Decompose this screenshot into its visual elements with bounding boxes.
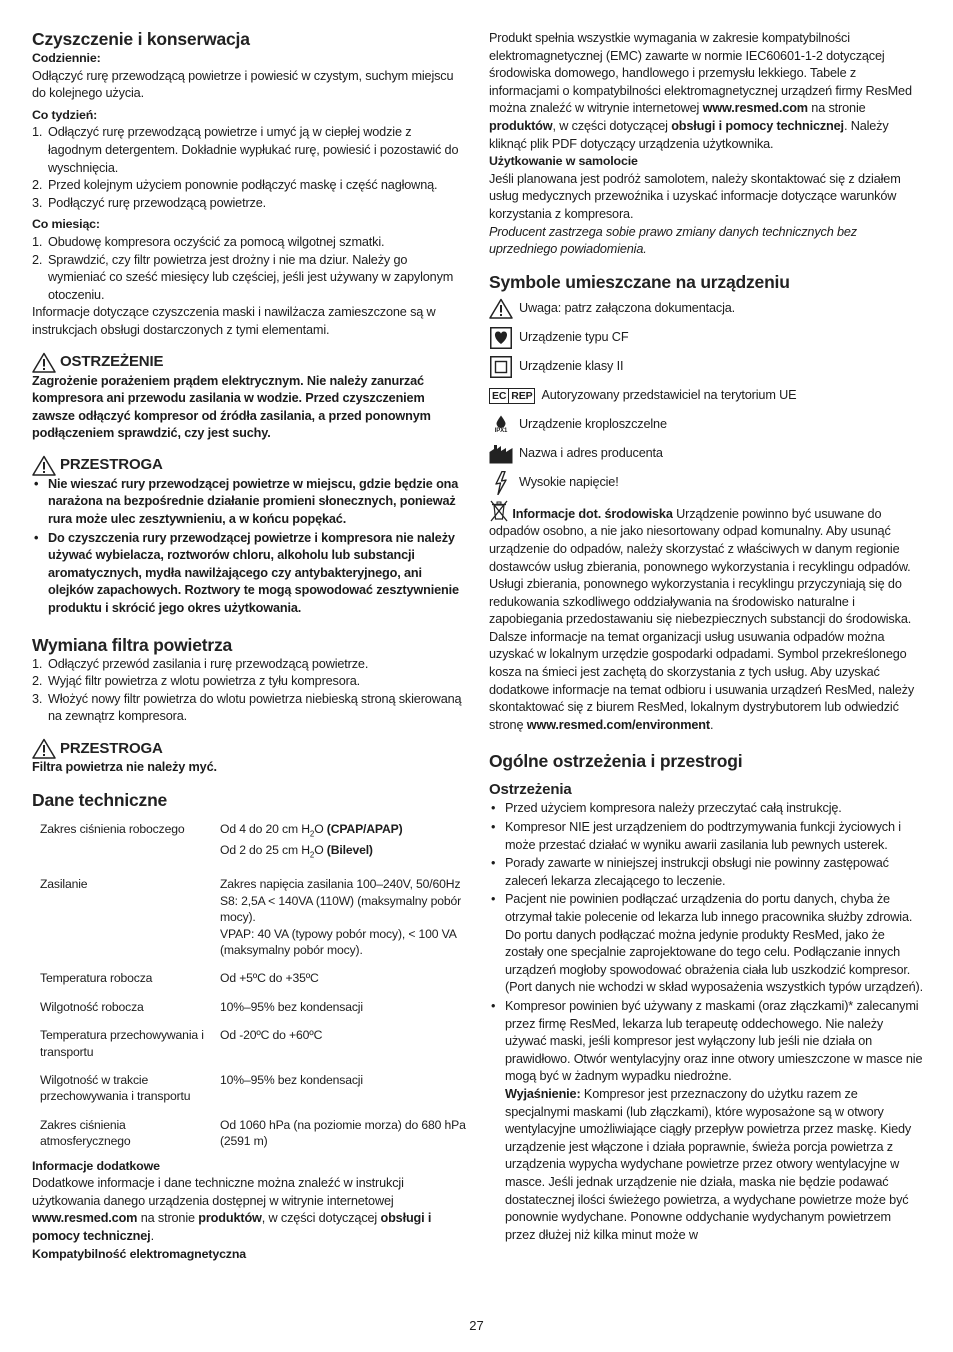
table-row: Temperatura przechowywania i transportu Od -20ºC do +60ºC: [40, 1028, 323, 1059]
environment-text: Informacje dot. środowiska Urządzenie powinno być usuwane do odpadów osobno, a nie jako niesortowany odpad komunalny. Aby usunąć urządzenie do odpadów, należy skorzystać z właściwych w danym regionie dostawców usług zbierania, ponownego wykorzystania i recyklingu odpadów. Usługi zbierania, ponownego wykorzystania i recyklingu przyczyniają się do redukowania szkodliwego oddziaływania na środowisko naturalne i zapobiegania przedostawaniu się niebezpiecznych substancji do środowiska. Dalsze informacje na temat organizacji usług usuwania odpadów można uzyskać w lokalnym urzędzie gospodarki odpadami. Symbol przekreślonego kosza na śmieci jest zachętą do skorzystania z tych usług. Aby uzyskać dodatkowe informacje na temat odbioru i usuwania urządzeń ResMed, należy skontaktować się z biurem ResMed, lokalnym dystrybutorem lub odwiedzić stronę www.resmed.com/environment.: [489, 500, 923, 735]
list-item: 2. Wyjąć filtr powietrza z wlotu powietrza z tyłu kompresora.: [32, 674, 361, 689]
info-text: Dodatkowe informacje i dane techniczne można znaleźć w instrukcji użytkowania danego urządzenia dostępnej w witrynie internetowej www.resmed.com na stronie produktów, w części dotyczącej obsługi i pomocy technicznej.: [32, 1176, 432, 1243]
list-item: 1. Odłączyć przewód zasilania i rurę przewodzącą powietrze.: [32, 656, 369, 671]
list-item: 3. Włożyć nowy filtr powietrza do wlotu powietrza niebieską stroną skierowaną na zewnątrz kompresora.: [32, 691, 462, 724]
drip-proof-icon: IPX1: [489, 413, 513, 437]
page-number: 27: [469, 1318, 484, 1333]
crossed-bin-icon: [489, 500, 509, 522]
list-item: 2. Przed kolejnym użyciem ponownie podłączyć maskę i część nagłowną.: [32, 178, 438, 193]
left-column: [32, 28, 467, 1263]
symbol-row-high-voltage: Wysokie napięcie!: [489, 471, 923, 495]
weekly-heading: Co tydzień:: [32, 107, 98, 122]
list-item: 2. Sprawdzić, czy filtr powietrza jest drożny i nie ma dziur. Należy go wymieniać co sześć miesięcy lub częściej, jeśli jest używany w zapylonym otoczeniu.: [32, 252, 454, 302]
resmed-link[interactable]: www.resmed.com: [32, 1211, 138, 1226]
flight-heading: Użytkowanie w samolocie: [489, 154, 638, 169]
symbol-row-type-cf: Urządzenie typu CF: [489, 326, 923, 350]
list-item: • Porady zawarte w niniejszej instrukcji obsługi nie powinny zastępować zaleceń lekarza zlecającego to leczenie.: [489, 855, 923, 890]
caution-heading: PRZESTROGA: [32, 455, 467, 476]
daily-heading: Codziennie:: [32, 51, 101, 65]
high-voltage-icon: [489, 471, 513, 495]
table-row: Wilgotność w trakcie przechowywania i transportu 10%–95% bez kondensacji: [40, 1072, 363, 1104]
list-item: • Przed użyciem kompresora należy przeczytać całą instrukcję.: [489, 800, 923, 818]
caution-filter-text: Filtra powietrza nie należy myć.: [32, 760, 217, 774]
warning-triangle-icon: [32, 352, 56, 373]
spec-table: [32, 817, 467, 1158]
symbols-title: Symbole umieszczane na urządzeniu: [489, 271, 790, 292]
type-cf-heart-icon: [489, 326, 513, 350]
list-item: 1. Obudowę kompresora oczyścić za pomocą wilgotnej szmatki.: [32, 234, 385, 249]
table-row: Zakres ciśnienia roboczego Od 4 do 20 cm $H_2O$ (CPAP/APAP) Od 2 do 25 cm $H_2O$ (Bilevel): [40, 821, 403, 860]
table-row: Wilgotność robocza 10%–95% bez kondensacji: [40, 999, 363, 1014]
warning-text: Zagrożenie porażeniem prądem elektrycznym. Nie należy zanurzać kompresora ani przewodu zasilania w wodzie. Przed czyszczeniem zawsze odłączyć kompresor od źródła zasilania, a przed ponownym podłączeniem sprawdzić, czy jest suchy.: [32, 373, 431, 441]
list-item: • Kompresor NIE jest urządzeniem do podtrzymywania funkcji życiowych i może przestać działać w wyniku awarii zasilania lub pewnych usterek.: [489, 819, 923, 854]
symbol-row-manufacturer: Nazwa i adres producenta: [489, 442, 923, 466]
cleaning-title: Czyszczenie i konserwacja: [32, 29, 250, 49]
caution-triangle-icon: [32, 738, 56, 759]
warning-heading: OSTRZEŻENIE: [32, 352, 467, 373]
monthly-heading: Co miesiąc:: [32, 217, 100, 232]
manufacturer-icon: [489, 442, 513, 466]
ec-rep-icon: EC REP: [489, 388, 535, 404]
symbol-row-caution: Uwaga: patrz załączona dokumentacja.: [489, 297, 923, 321]
right-column: [489, 30, 923, 1245]
warnings-heading: Ostrzeżenia: [489, 781, 572, 799]
warnings-list: [489, 800, 923, 1244]
list-item: 3. Podłączyć rurę przewodzącą powietrze.: [32, 195, 266, 210]
cleaning-note: Informacje dotyczące czyszczenia maski i nawilżacza zamieszczone są w instrukcjach obsługi dostarczonych z tymi elementami.: [32, 305, 436, 337]
list-item: • Kompresor powinien być używany z maskami (oraz złączkami)* zalecanymi przez firmę ResMed, lekarza lub terapeutę oddechowego. Nie należy używać maski, jeśli kompresor jest wyłączony lub jeśli nie działa on prawidłowo. Otwór wentylacyjny oraz inne otwory umieszczone w masce nie mogą być w żadnym wypadku niedrożne. Wyjaśnienie: Kompresor jest przeznaczony do użytku razem ze specjalnymi maskami (lub złączkami), które wyposażone są w otwory wentylacyjne umożliwiające ciągły przepływ powietrza przez maskę. Kiedy urządzenie jest włączone i działa poprawnie, świeża porcja powietrza z urządzenia wypycha wydychane powietrze przez otwory wentylacyjne w masce. Jeśli jednak urządzenie nie działa, maska nie będzie podawać dostatecznej ilości świeżego powietrza, a wydychane powietrze może być ponownie wydychane. Ponowne oddychanie wydychanym powietrzem przez dłużej niż kilka minut może w: [489, 998, 923, 1244]
table-row: Zasilanie Zakres napięcia zasilania 100–240V, 50/60Hz S8: 2,5A < 140VA (110W) (maksymalny pobór mocy). VPAP: 40 VA (typowy pobór mocy), < 100 VA (maksymalny pobór mocy).: [40, 877, 461, 957]
symbol-row-class-ii: Urządzenie klasy II: [489, 355, 923, 379]
daily-text: Odłączyć rurę przewodzącą powietrze i powiesić w czystym, suchym miejscu do kolejnego użycia.: [32, 68, 454, 101]
caution-list: [32, 476, 467, 618]
tech-title: Dane techniczne: [32, 789, 168, 810]
filter-title: Wymiana filtra powietrza: [32, 634, 233, 655]
resmed-link[interactable]: www.resmed.com: [702, 101, 808, 116]
caution-triangle-icon: [32, 455, 56, 476]
general-title: Ogólne ostrzeżenia i przestrogi: [489, 751, 743, 772]
emc-text: Produkt spełnia wszystkie wymagania w zakresie kompatybilności elektromagnetycznej (EMC) zawarte w normie IEC60601-1-2 dotyczącej środowiska domowego, handlowego i przemysłu lekkiego. Tabele z informacjami o kompatybilności elektromagnetycznej urządzeń firmy ResMed można znaleźć w witrynie internetowej www.resmed.com na stronie produktów, w części dotyczącej obsługi i pomocy technicznej. Należy kliknąć plik PDF dotyczący urządzenia użytkownika.: [489, 31, 912, 151]
disclaimer-text: Producent zastrzega sobie prawo zmiany danych technicznych bez uprzedniego powiadomienia.: [489, 224, 858, 257]
list-item: • Pacjent nie powinien podłączać urządzenia do portu danych, chyba że otrzymał takie polecenie od lekarza lub innego pracownika służby zdrowia. Do portu danych podłączać można jedynie produkty ResMed, jako że zostały one specjalnie zaprojektowane do tego celu. Podłączanie innych urządzeń mogłoby spowodować obrażenia ciała lub uszkodzić kompresor. (Port danych nie wchodzi w skład wyposażenia wszystkich typów urządzeń).: [489, 891, 923, 997]
table-row: Zakres ciśnienia atmosferycznego Od 1060 hPa (na poziomie morza) do 680 hPa (2591 m): [40, 1117, 466, 1149]
info-heading: Informacje dodatkowe: [32, 1158, 160, 1173]
weekly-list: [32, 124, 467, 212]
flight-text: Jeśli planowana jest podróż samolotem, należy skontaktować się z działem usług medycznych przewoźnika i uzyskać informacje dotyczące warunków korzystania z kompresora.: [489, 171, 901, 221]
caution-heading-2: PRZESTROGA: [32, 738, 467, 759]
symbol-row-drip-proof: IPX1 Urządzenie kroploszczelne: [489, 413, 923, 437]
class-ii-square-icon: [489, 355, 513, 379]
table-row: Temperatura robocza Od +5ºC do +35ºC: [40, 971, 319, 986]
caution-triangle-icon: [489, 297, 513, 321]
list-item: • Do czyszczenia rury przewodzącej powietrze i kompresora nie należy używać wybielacza, roztworów chloru, alkoholu lub substancji aromatycznych, mydła nawilżającego czy antybakteryjnego, ani olejków zapachowych. Roztwory te mogą spowodować zesztywnienie produktu i skrócić jego okres użytkowania.: [32, 530, 467, 618]
emc-heading: Kompatybilność elektromagnetyczna: [32, 1246, 247, 1261]
monthly-list: [32, 234, 467, 304]
filter-list: [32, 656, 467, 726]
list-item: 1. Odłączyć rurę przewodzącą powietrze i umyć ją w ciepłej wodzie z łagodnym detergentem. Dokładnie wypłukać rurę, powiesić i pozostawić do wyschnięcia.: [32, 125, 459, 175]
list-item: • Nie wieszać rury przewodzącej powietrze w miejscu, gdzie będzie ona narażona na bezpośrednie działanie promieni słonecznych, ponieważ rura może ulec zesztywnieniu, a w końcu popękać.: [32, 476, 467, 529]
environment-link[interactable]: www.resmed.com/environment: [526, 717, 710, 732]
symbol-row-ec-rep: EC REP Autoryzowany przedstawiciel na terytorium UE: [489, 384, 923, 408]
